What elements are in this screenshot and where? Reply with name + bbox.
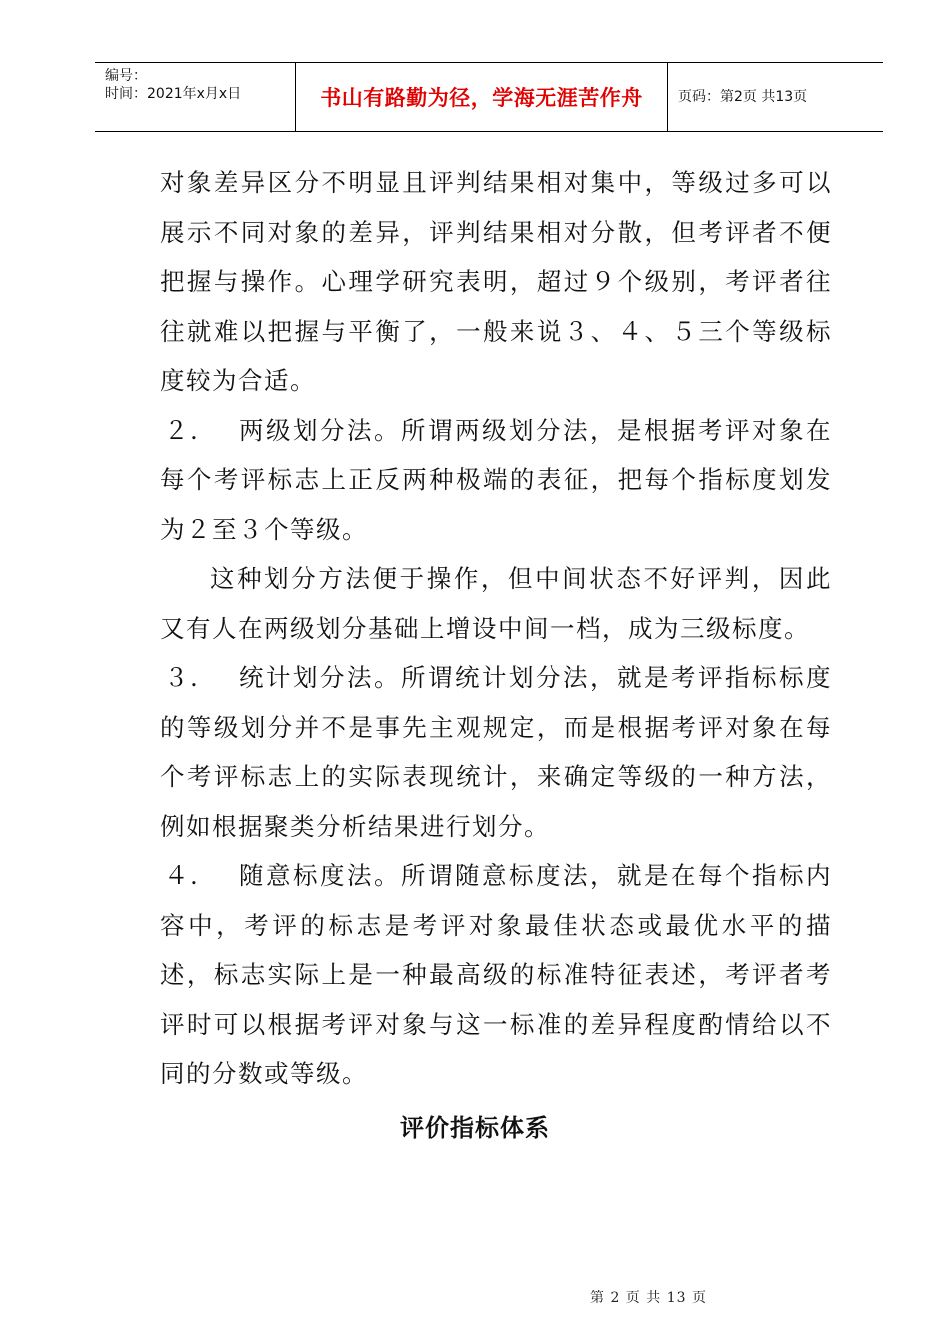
- serial-number-label: 编号：: [105, 68, 147, 84]
- list-item-4: [160, 851, 832, 1099]
- header-motto: 书山有路勤为径，学海无涯苦作舟: [320, 86, 643, 110]
- page-footer: 第 2 页 共 13 页: [590, 1290, 707, 1306]
- list-item-2-number: ２.: [164, 415, 200, 445]
- header-page-info: 页码：第2页 共13页: [678, 89, 808, 105]
- paragraph-two-level-note: 这种划分方法便于操作，但中间状态不好评判，因此又有人在两级划分基础上增设中间一档，成为三级标度。: [160, 564, 832, 643]
- section-title: 评价指标体系: [400, 1114, 550, 1142]
- list-item-2-text: 两级划分法。所谓两级划分法，是根据考评对象在每个考评标志上正反两种极端的表征，把每个指标度划发为２至３个等级。: [160, 415, 832, 544]
- list-item-4-number: ４.: [164, 861, 200, 890]
- list-item-4-text: 随意标度法。所谓随意标度法，就是在每个指标内容中，考评的标志是考评对象最佳状态或最优水平的描述，标志实际上是一种最高级的标准特征表述，考评者考评时可以根据考评对象与这一标准的差异程度酌情给以不同的分数或等级。: [160, 861, 832, 1088]
- list-item-3-text: 统计划分法。所谓统计划分法，就是考评指标标度的等级划分并不是事先主观规定，而是根据考评对象在每个考评标志上的实际表现统计，来确定等级的一种方法，例如根据聚类分析结果进行划分。: [160, 663, 832, 841]
- header-meta: [95, 63, 295, 131]
- list-item-3-number: ３.: [164, 663, 200, 692]
- list-item-3: [160, 653, 832, 851]
- list-item-2: [160, 406, 832, 555]
- date-label: 时间：2021年x月x日: [105, 86, 242, 102]
- document-body: [160, 158, 832, 1099]
- header-motto-cell: [295, 63, 668, 131]
- document-header: [95, 62, 883, 132]
- paragraph-continuation: 对象差异区分不明显且评判结果相对集中，等级过多可以展示不同对象的差异，评判结果相对分散，但考评者不便把握与操作。心理学研究表明，超过９个级别，考评者往往就难以把握与平衡了，一般来说３、４、５三个等级标度较为合适。: [160, 168, 832, 395]
- header-page-cell: [668, 63, 883, 131]
